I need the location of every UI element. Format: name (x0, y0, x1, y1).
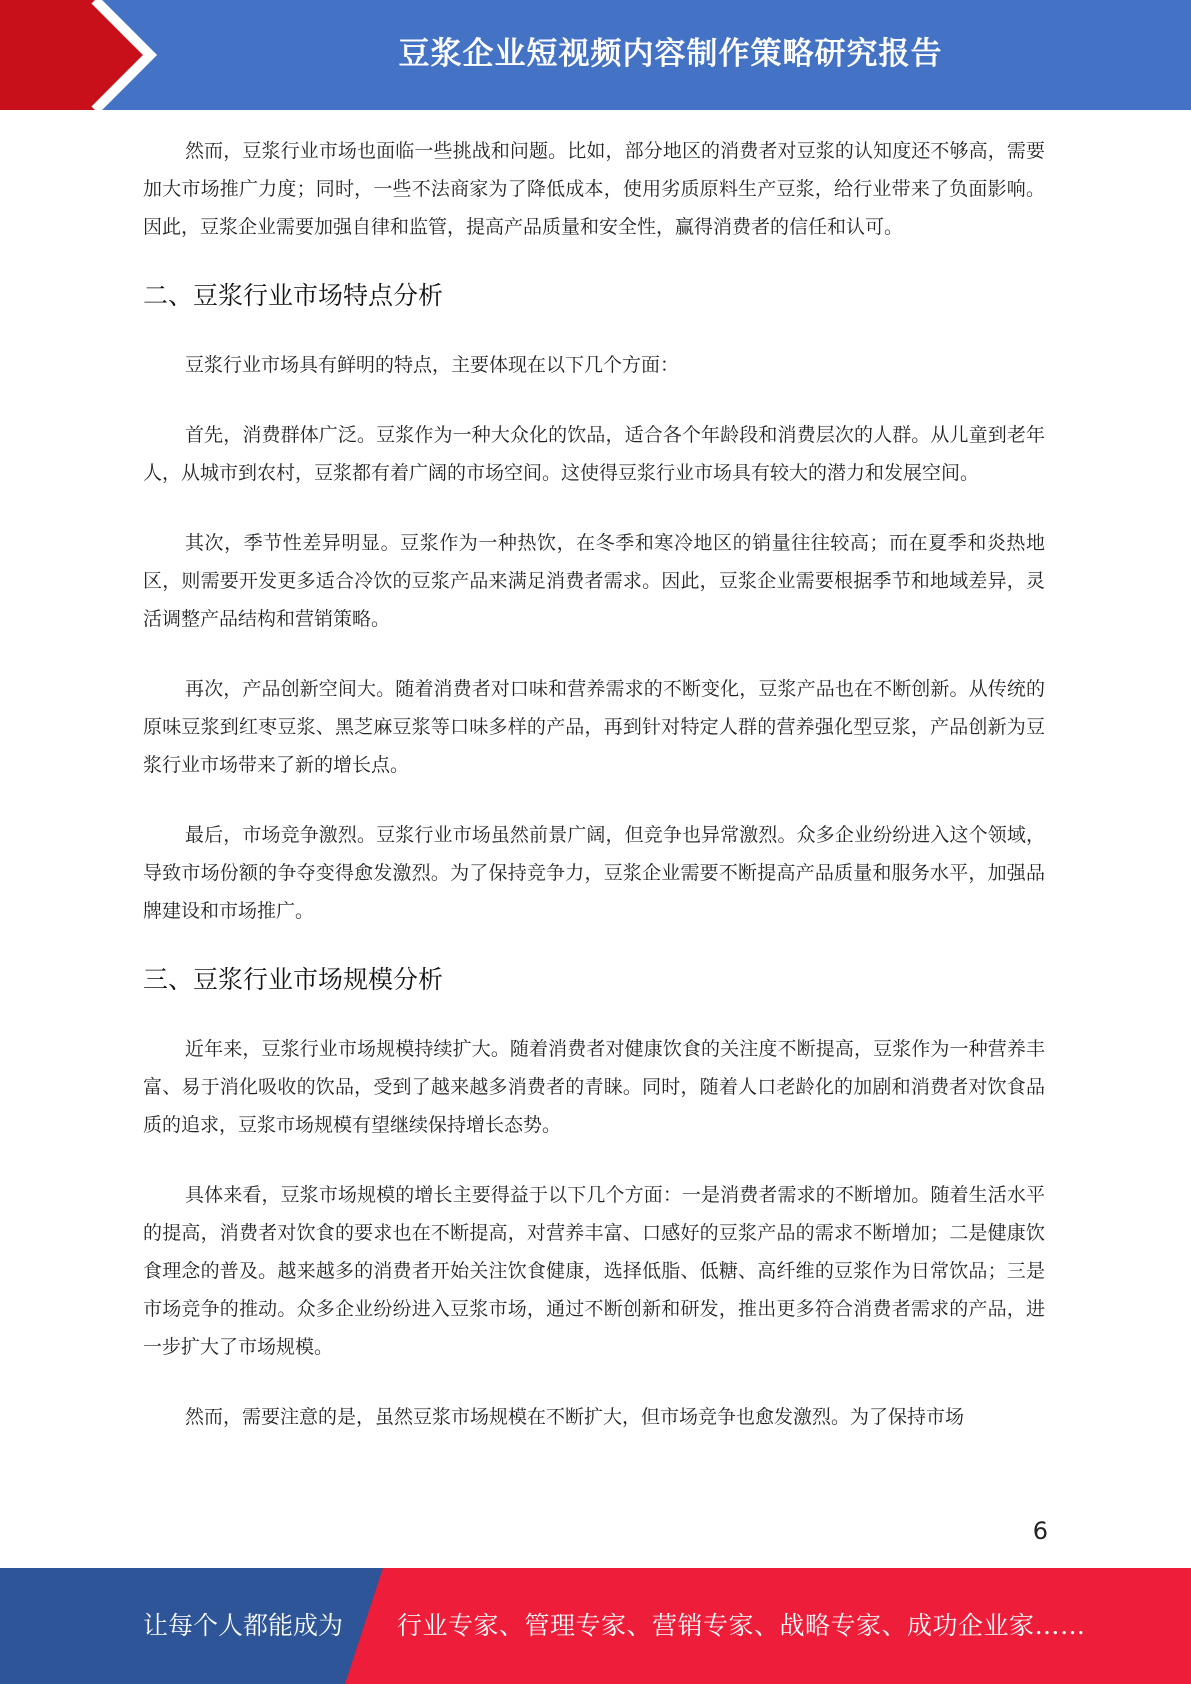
header-red-arrow (0, 0, 150, 110)
section-heading: 三、豆浆行业市场规模分析 (143, 965, 444, 994)
page-number: 6 (1032, 1517, 1048, 1545)
page-footer (0, 1568, 1191, 1684)
main-content (143, 132, 1045, 1436)
paragraph: 近年来，豆浆行业市场规模持续扩大。随着消费者对健康饮食的关注度不断提高，豆浆作为一种营养丰富、易于消化吸收的饮品，受到了越来越多消费者的青睐。同时，随着人口老龄化的加剧和消费者对饮食品质的追求，豆浆市场规模有望继续保持增长态势。 (143, 1038, 1045, 1136)
paragraph: 具体来看，豆浆市场规模的增长主要得益于以下几个方面：一是消费者需求的不断增加。随着生活水平的提高，消费者对饮食的要求也在不断提高，对营养丰富、口感好的豆浆产品的需求不断增加；二是健康饮食理念的普及。越来越多的消费者开始关注饮食健康，选择低脂、低糖、高纤维的豆浆作为日常饮品；三是市场竞争的推动。众多企业纷纷进入豆浆市场，通过不断创新和研发，推出更多符合消费者需求的产品，进一步扩大了市场规模。 (143, 1184, 1045, 1358)
paragraph: 然而，豆浆行业市场也面临一些挑战和问题。比如，部分地区的消费者对豆浆的认知度还不够高，需要加大市场推广力度；同时，一些不法商家为了降低成本，使用劣质原料生产豆浆，给行业带来了负面影响。因此，豆浆企业需要加强自律和监管，提高产品质量和安全性，赢得消费者的信任和认可。 (143, 140, 1045, 238)
paragraph: 豆浆行业市场具有鲜明的特点，主要体现在以下几个方面： (185, 354, 680, 376)
page-header (0, 0, 1191, 110)
paragraph: 最后，市场竞争激烈。豆浆行业市场虽然前景广阔，但竞争也异常激烈。众多企业纷纷进入这个领域，导致市场份额的争夺变得愈发激烈。为了保持竞争力，豆浆企业需要不断提高产品质量和服务水平，加强品牌建设和市场推广。 (143, 824, 1045, 922)
paragraph: 再次，产品创新空间大。随着消费者对口味和营养需求的不断变化，豆浆产品也在不断创新。从传统的原味豆浆到红枣豆浆、黑芝麻豆浆等口味多样的产品，再到针对特定人群的营养强化型豆浆，产品创新为豆浆行业市场带来了新的增长点。 (143, 678, 1045, 776)
paragraph: 然而，需要注意的是，虽然豆浆市场规模在不断扩大，但市场竞争也愈发激烈。为了保持市场 (185, 1406, 965, 1428)
paragraph: 其次，季节性差异明显。豆浆作为一种热饮，在冬季和寒冷地区的销量往往较高；而在夏季和炎热地区，则需要开发更多适合冷饮的豆浆产品来满足消费者需求。因此，豆浆企业需要根据季节和地域差异，灵活调整产品结构和营销策略。 (143, 532, 1045, 630)
section-heading: 二、豆浆行业市场特点分析 (143, 281, 444, 310)
document-title: 豆浆企业短视频内容制作策略研究报告 (398, 36, 943, 72)
paragraph: 首先，消费群体广泛。豆浆作为一种大众化的饮品，适合各个年龄段和消费层次的人群。从儿童到老年人，从城市到农村，豆浆都有着广阔的市场空间。这使得豆浆行业市场具有较大的潜力和发展空间。 (143, 424, 1045, 484)
footer-slogan-right: 行业专家、管理专家、营销专家、战略专家、成功企业家…… (397, 1611, 1086, 1640)
footer-slogan-left: 让每个人都能成为 (143, 1611, 344, 1640)
